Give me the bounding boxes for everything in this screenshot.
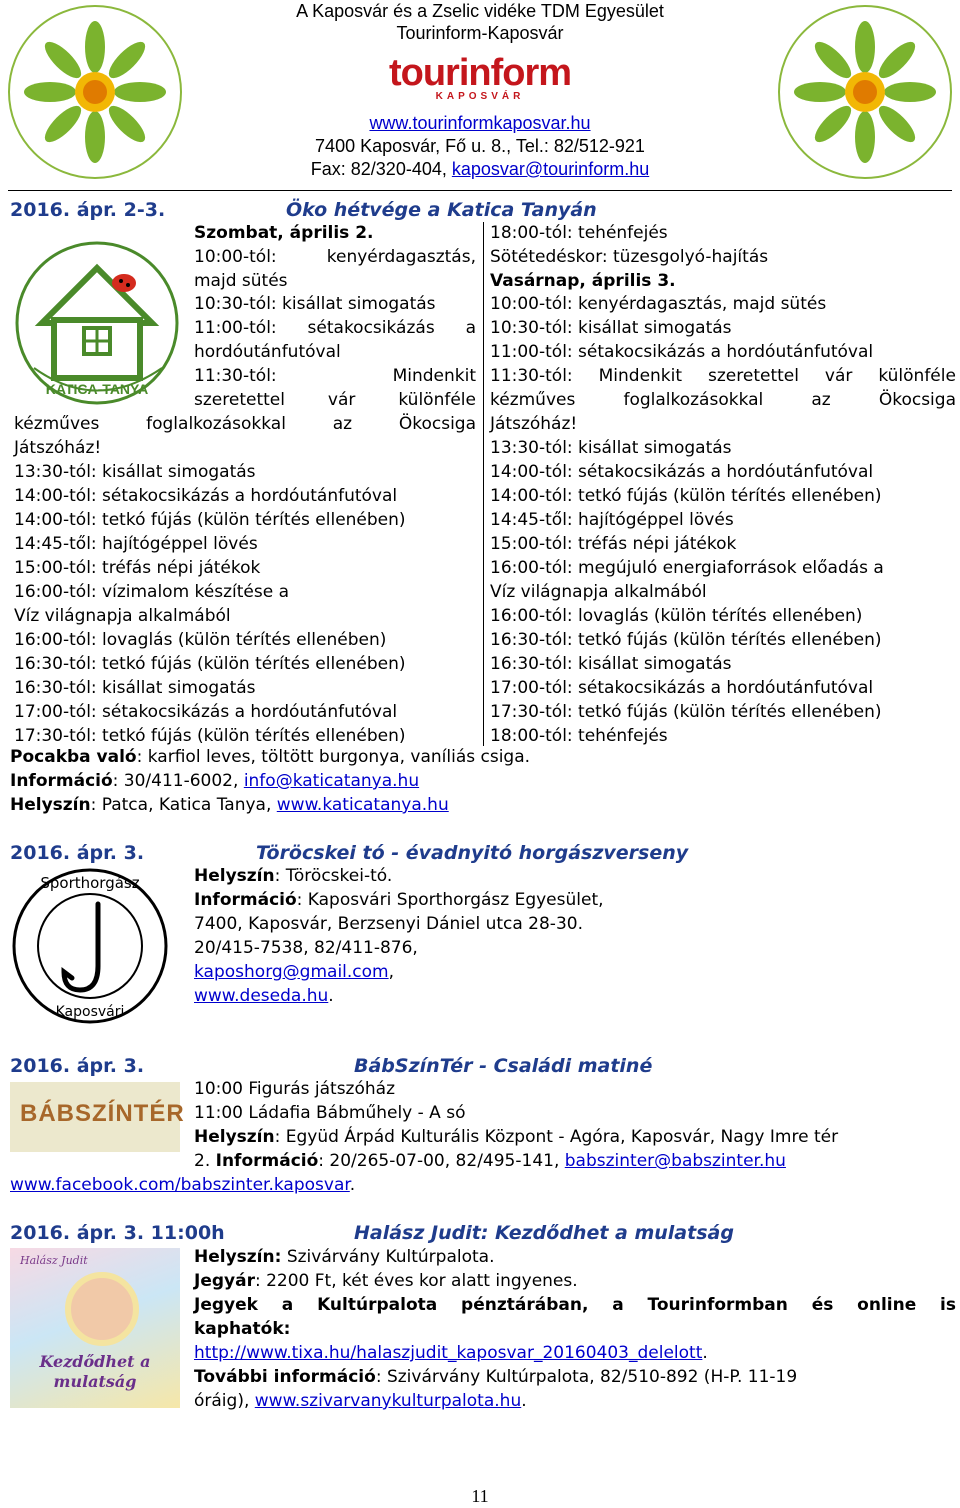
event1-place-line: Helyszín: Patca, Katica Tanya, www.katicatanya.hu bbox=[10, 795, 449, 815]
event1-title: Öko hétvége a Katica Tanyán bbox=[286, 199, 597, 221]
event1-food-line: Pocakba való: karfiol leves, töltött burgonya, vaníliás csiga. bbox=[10, 747, 531, 767]
column-divider bbox=[483, 222, 484, 746]
schedule-item: 16:30-tól: kisállat simogatás bbox=[14, 678, 256, 698]
svg-text:Sporthorgász: Sporthorgász bbox=[40, 874, 140, 892]
event1-right-schedule bbox=[490, 436, 884, 748]
tourinform-logo bbox=[372, 54, 588, 104]
header-address: 7400 Kaposvár, Fő u. 8., Tel.: 82/512-921 bbox=[315, 136, 645, 156]
event2-info-line: Információ: Kaposvári Sporthorgász Egyesület, bbox=[194, 890, 604, 910]
header-email-link[interactable]: kaposvar@tourinform.hu bbox=[451, 159, 650, 179]
schedule-item: 13:30-tól: kisállat simogatás bbox=[490, 438, 732, 458]
header-divider bbox=[8, 190, 952, 191]
schedule-item: 18:00-tól: tehénfejés bbox=[490, 726, 668, 746]
schedule-item: 17:00-tól: sétakocsikázás a hordóutánfutóval bbox=[490, 678, 874, 698]
schedule-item: 15:00-tól: tréfás népi játékok bbox=[490, 534, 737, 554]
schedule-item: 16:30-tól: tetkó fújás (külön térítés ellenében) bbox=[14, 654, 406, 674]
svg-text:Kaposvári: Kaposvári bbox=[55, 1004, 125, 1020]
event4-buy-line: Jegyek a Kultúrpalota pénztárában, a Tourinformban és online is bbox=[194, 1295, 956, 1315]
schedule-item: 16:00-tól: megújuló energiaforrások előadás a bbox=[490, 558, 884, 578]
event4-title: Halász Judit: Kezdődhet a mulatság bbox=[354, 1222, 734, 1244]
svg-text:KATICA-TANYA: KATICA-TANYA bbox=[45, 381, 149, 397]
schedule-item: 14:45-től: hajítógéppel lövés bbox=[490, 510, 734, 530]
schedule-item: 15:00-tól: tréfás népi játékok bbox=[14, 558, 261, 578]
header-fax-line: Fax: 82/320-404, kaposvar@tourinform.hu bbox=[310, 159, 650, 179]
event1-left-line: 10:00-tól: kenyérdagasztás, bbox=[194, 247, 476, 267]
event2-web-link[interactable]: www.deseda.hu bbox=[194, 986, 329, 1006]
schedule-item: 16:00-tól: lovaglás (külön térítés ellenében) bbox=[14, 630, 387, 650]
header-website-link[interactable]: www.tourinformkaposvar.hu bbox=[369, 113, 591, 133]
event1-left-line: majd sütés bbox=[194, 271, 288, 291]
event4-tixa-line: http://www.tixa.hu/halaszjudit_kaposvar_20160403_delelott. bbox=[194, 1343, 708, 1363]
schedule-item: 14:00-tól: tetkó fújás (külön térítés ellenében) bbox=[14, 510, 406, 530]
schedule-item: 17:30-tól: tetkó fújás (külön térítés ellenében) bbox=[14, 726, 406, 746]
event2-email-link[interactable]: kaposhorg@gmail.com bbox=[194, 962, 389, 982]
schedule-item: 17:30-tól: tetkó fújás (külön térítés ellenében) bbox=[490, 702, 882, 722]
event4-ticket-line: Jegyár: 2200 Ft, két éves kor alatt ingyenes. bbox=[194, 1271, 578, 1291]
event3-program-2: 11:00 Ládafia Bábműhely - A só bbox=[194, 1103, 466, 1123]
event1-web-link[interactable]: www.katicatanya.hu bbox=[276, 795, 449, 815]
babszinter-logo bbox=[10, 1082, 185, 1152]
event4-buy-line-2: kaphatók: bbox=[194, 1319, 291, 1339]
tourinform-city: KAPOSVÁR bbox=[435, 91, 525, 102]
event2-email-line: kaposhorg@gmail.com, bbox=[194, 962, 395, 982]
schedule-item: 16:30-tól: tetkó fújás (külön térítés ellenében) bbox=[490, 630, 882, 650]
event3-facebook-link[interactable]: www.facebook.com/babszinter.kaposvar bbox=[10, 1175, 350, 1195]
schedule-item: 14:00-tól: sétakocsikázás a hordóutánfutóval bbox=[14, 486, 398, 506]
event1-right-line: 18:00-tól: tehénfejés bbox=[490, 223, 668, 243]
poster-name: Halász Judit bbox=[20, 1254, 88, 1267]
event1-saturday-heading: Szombat, április 2. bbox=[194, 223, 374, 243]
event1-right-line: Játszóház! bbox=[490, 414, 578, 434]
event1-right-line: 10:30-tól: kisállat simogatás bbox=[490, 318, 732, 338]
tdm-seal-logo-left bbox=[5, 2, 185, 182]
sporthorgasz-logo bbox=[10, 866, 170, 1026]
event1-left-line: Játszóház! bbox=[14, 438, 102, 458]
schedule-item: Víz világnapja alkalmából bbox=[14, 606, 231, 626]
header-office: Tourinform-Kaposvár bbox=[396, 23, 564, 43]
event4-place-line: Helyszín: Szivárvány Kultúrpalota. bbox=[194, 1247, 495, 1267]
event1-left-line: szeretettel vár különféle bbox=[194, 390, 476, 410]
header-org: A Kaposvár és a Zselic vidéke TDM Egyesület bbox=[296, 1, 664, 21]
event1-right-line: kézműves foglalkozásokkal az Ökocsiga bbox=[490, 390, 956, 410]
event3-info-line: 2. Információ: 20/265-07-00, 82/495-141, babszinter@babszinter.hu bbox=[194, 1151, 786, 1171]
schedule-item: 14:00-tól: sétakocsikázás a hordóutánfutóval bbox=[490, 462, 874, 482]
event1-right-line: Sötétedéskor: tüzesgolyó-hajítás bbox=[490, 247, 769, 267]
event1-right-line: 10:00-tól: kenyérdagasztás, majd sütés bbox=[490, 294, 827, 314]
schedule-item: 16:00-tól: vízimalom készítése a bbox=[14, 582, 290, 602]
schedule-item: 14:45-től: hajítógéppel lövés bbox=[14, 534, 258, 554]
event3-program-1: 10:00 Figurás játszóház bbox=[194, 1079, 395, 1099]
event3-place-line: Helyszín: Együd Árpád Kulturális Központ - Agóra, Kaposvár, Nagy Imre tér bbox=[194, 1127, 839, 1147]
schedule-item: 14:00-tól: tetkó fújás (külön térítés ellenében) bbox=[490, 486, 882, 506]
event4-web-link[interactable]: www.szivarvanykulturpalota.hu bbox=[254, 1391, 522, 1411]
event2-title: Töröcskei tó - évadnyitó horgászverseny bbox=[256, 842, 689, 864]
event1-left-line: hordóutánfutóval bbox=[194, 342, 341, 362]
event1-right-line: 11:30-tól: Mindenkit szeretettel vár különféle bbox=[490, 366, 956, 386]
poster-title: Kezdődhet a mulatság bbox=[39, 1352, 151, 1391]
halasz-judit-poster bbox=[10, 1248, 180, 1408]
event3-date: 2016. ápr. 3. bbox=[10, 1055, 145, 1077]
event1-left-line: 10:30-tól: kisállat simogatás bbox=[194, 294, 436, 314]
schedule-item: 16:30-tól: kisállat simogatás bbox=[490, 654, 732, 674]
event1-left-line: kézműves foglalkozásokkal az Ökocsiga bbox=[14, 414, 476, 434]
event1-left-schedule bbox=[14, 460, 406, 748]
event4-tixa-link[interactable]: http://www.tixa.hu/halaszjudit_kaposvar_20160403_delelott bbox=[194, 1343, 703, 1363]
event2-date: 2016. ápr. 3. bbox=[10, 842, 145, 864]
tdm-seal-logo-right bbox=[775, 2, 955, 182]
event1-sunday-heading: Vasárnap, április 3. bbox=[490, 271, 676, 291]
event1-left-line: 11:00-tól: sétakocsikázás a bbox=[194, 318, 476, 338]
event3-facebook-line: www.facebook.com/babszinter.kaposvar. bbox=[10, 1175, 356, 1195]
event4-date: 2016. ápr. 3. 11:00h bbox=[10, 1222, 225, 1244]
event4-more-info-line-2: óráig), www.szivarvanykulturpalota.hu. bbox=[194, 1391, 527, 1411]
event1-date: 2016. ápr. 2-3. bbox=[10, 199, 166, 221]
event2-address: 7400, Kaposvár, Berzsenyi Dániel utca 28-30. bbox=[194, 914, 583, 934]
schedule-item: 17:00-tól: sétakocsikázás a hordóutánfutóval bbox=[14, 702, 398, 722]
babszinter-wordmark: BÁBSZÍNTÉR bbox=[20, 1100, 185, 1127]
event2-phones: 20/415-7538, 82/411-876, bbox=[194, 938, 418, 958]
page-number: 11 bbox=[471, 1486, 489, 1506]
event2-web-line: www.deseda.hu. bbox=[194, 986, 334, 1006]
tourinform-wordmark: tourinform bbox=[388, 52, 572, 94]
event4-more-info-line: További információ: Szivárvány Kultúrpalota, 82/510-892 (H-P. 11-19 bbox=[194, 1367, 798, 1387]
schedule-item: 16:00-tól: lovaglás (külön térítés ellenében) bbox=[490, 606, 863, 626]
event3-title: BábSzínTér - Családi matiné bbox=[354, 1055, 653, 1077]
schedule-item: 13:30-tól: kisállat simogatás bbox=[14, 462, 256, 482]
event1-right-line: 11:00-tól: sétakocsikázás a hordóutánfutóval bbox=[490, 342, 874, 362]
schedule-item: Víz világnapja alkalmából bbox=[490, 582, 707, 602]
event3-email-link[interactable]: babszinter@babszinter.hu bbox=[564, 1151, 786, 1171]
event2-place-line: Helyszín: Töröcskei-tó. bbox=[194, 866, 393, 886]
event1-email-link[interactable]: info@katicatanya.hu bbox=[243, 771, 420, 791]
event1-left-line: 11:30-tól: Mindenkit bbox=[194, 366, 476, 386]
event1-info-line: Információ: 30/411-6002, info@katicatanya.hu bbox=[10, 771, 420, 791]
katica-tanya-logo bbox=[12, 228, 182, 408]
